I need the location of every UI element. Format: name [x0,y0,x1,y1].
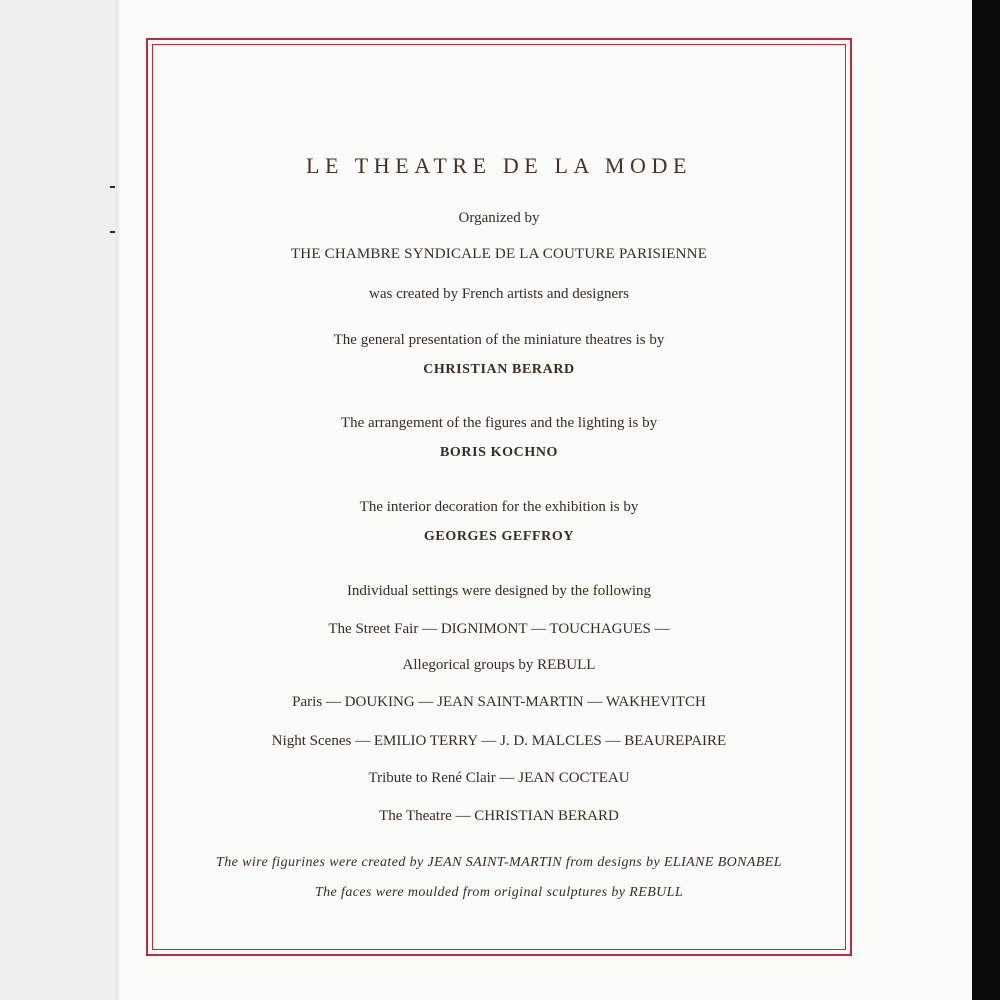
arrangement-line: The arrangement of the figures and the lighting is by [340,415,658,431]
settings-item: Allegorical groups by REBULL [402,657,596,673]
organizer-name: THE CHAMBRE SYNDICALE DE LA COUTURE PARISIENNE [290,246,708,262]
settings-item: The Street Fair — DIGNIMONT — TOUCHAGUES — [328,621,670,637]
arrangement-name: BORIS KOCHNO [439,445,559,460]
created-by-line: was created by French artists and designers [369,286,629,302]
margin-mark [110,231,115,233]
decoration-name: GEORGES GEFFROY [423,529,575,544]
facing-page-edge [0,0,118,1000]
credit-line: The wire figurines were created by JEAN SAINT-MARTIN from designs by ELIANE BONABEL [216,855,782,870]
presentation-line: The general presentation of the miniature theatres is by [333,332,665,348]
settings-intro: Individual settings were designed by the following [346,583,652,599]
settings-item: The Theatre — CHRISTIAN BERARD [379,808,619,824]
settings-item: Night Scenes — EMILIO TERRY — J. D. MALCLES — BEAUREPAIRE [271,733,727,749]
page-title: LE THEATRE DE LA MODE [305,153,693,178]
settings-item: Paris — DOUKING — JEAN SAINT-MARTIN — WAKHEVITCH [292,694,706,710]
presentation-name: CHRISTIAN BERARD [423,362,575,377]
decoration-line: The interior decoration for the exhibition is by [359,499,639,515]
organized-by-label: Organized by [458,210,540,226]
credit-line: The faces were moulded from original sculptures by REBULL [314,885,684,900]
scan-background-edge [972,0,1000,1000]
settings-item: Tribute to René Clair — JEAN COCTEAU [368,770,630,786]
margin-mark [110,186,115,188]
